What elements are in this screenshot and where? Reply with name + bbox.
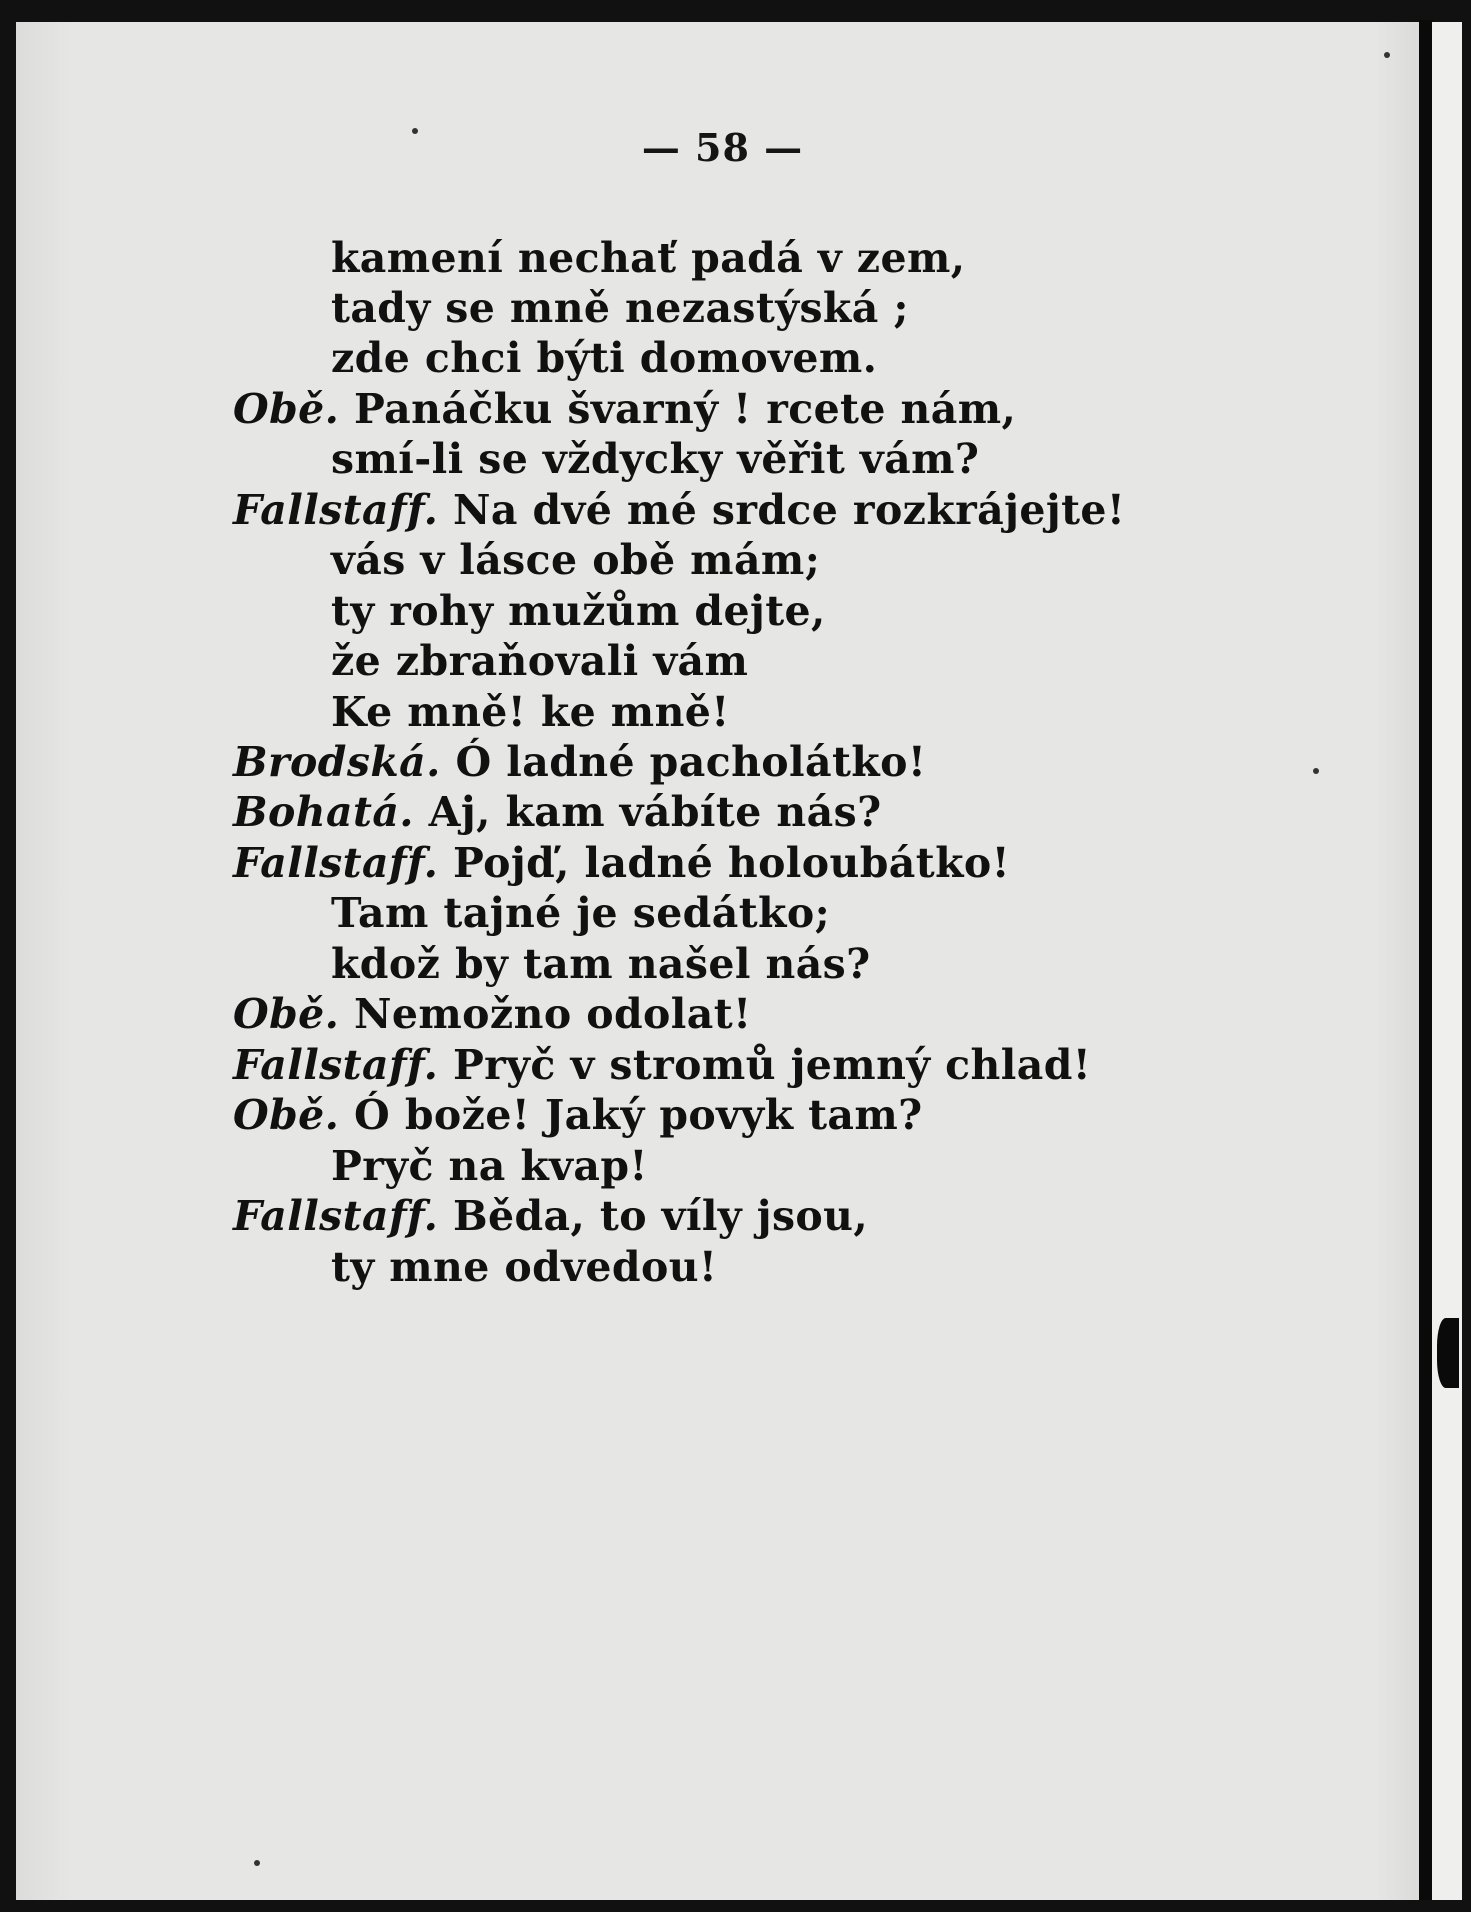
line-text: ty mne odvedou!: [331, 1243, 718, 1291]
speaker-name: Fallstaff.: [233, 1041, 439, 1089]
line-text: tady se mně nezastýská ;: [331, 284, 909, 332]
verse-line: [233, 1039, 1091, 1091]
line-text: Tam tajné je sedátko;: [331, 889, 831, 937]
verse-line: [233, 736, 926, 788]
speaker-name: Fallstaff.: [233, 486, 439, 534]
speaker-name: Fallstaff.: [233, 839, 439, 887]
line-text: Nemožno odolat!: [354, 990, 752, 1038]
line-text: smí-li se vždycky věřit vám?: [331, 435, 980, 483]
verse-line: [331, 887, 830, 939]
line-text: Pojď, ladné holoubátko!: [452, 839, 1011, 887]
speaker-name: Obě.: [233, 385, 340, 433]
line-text: Ó ladné pacholátko!: [455, 738, 927, 786]
line-text: Běda, to víly jsou,: [452, 1192, 869, 1240]
line-text: ty rohy mužům dejte,: [331, 587, 826, 635]
scan-speck: [1313, 768, 1319, 774]
line-text: Aj, kam vábíte nás?: [428, 788, 882, 836]
verse-line: [331, 534, 820, 586]
page-number: — 58 —: [641, 125, 804, 170]
verse-line: [331, 686, 730, 738]
line-text: Ke mně! ke mně!: [331, 688, 730, 736]
speaker-name: Obě.: [233, 990, 340, 1038]
page-edge-notch: [1437, 1318, 1459, 1388]
next-page-strip: [1432, 22, 1462, 1900]
line-text: kamení nechať padá v zem,: [331, 234, 966, 282]
verse-line: [233, 786, 882, 838]
verse-line: [331, 938, 871, 990]
line-text: vás v lásce obě mám;: [331, 536, 821, 584]
verse-line: [233, 1190, 868, 1242]
speaker-name: Brodská.: [233, 738, 441, 786]
line-text: Ó bože! Jaký povyk tam?: [354, 1091, 923, 1139]
verse-line: [233, 837, 1010, 889]
verse-line: [331, 585, 826, 637]
verse-line: [331, 1241, 717, 1293]
scan-speck: [412, 128, 418, 134]
verse-line: [233, 383, 1016, 435]
verse-line: [331, 635, 748, 687]
scan-speck: [254, 1860, 260, 1866]
line-text: Pryč na kvap!: [331, 1142, 648, 1190]
verse-line: [233, 484, 1125, 536]
scan-speck: [1384, 52, 1390, 58]
line-text: zde chci býti domovem.: [331, 334, 878, 382]
verse-line: [331, 282, 909, 334]
speaker-name: Bohatá.: [233, 788, 414, 836]
speaker-name: Obě.: [233, 1091, 340, 1139]
verse-line: [331, 332, 877, 384]
speaker-name: Fallstaff.: [233, 1192, 439, 1240]
line-text: Na dvé mé srdce rozkrájejte!: [452, 486, 1126, 534]
line-text: kdož by tam našel nás?: [331, 940, 871, 988]
page-edge-shadow: [1419, 20, 1433, 1900]
verse-line: [331, 232, 965, 284]
verse-line: [331, 1140, 648, 1192]
line-text: Pryč v stromů jemný chlad!: [452, 1041, 1092, 1089]
line-text: že zbraňovali vám: [331, 637, 749, 685]
line-text: Panáčku švarný ! rcete nám,: [354, 385, 1017, 433]
verse-line: [331, 433, 979, 485]
verse-line: [233, 988, 751, 1040]
verse-line: [233, 1089, 923, 1141]
